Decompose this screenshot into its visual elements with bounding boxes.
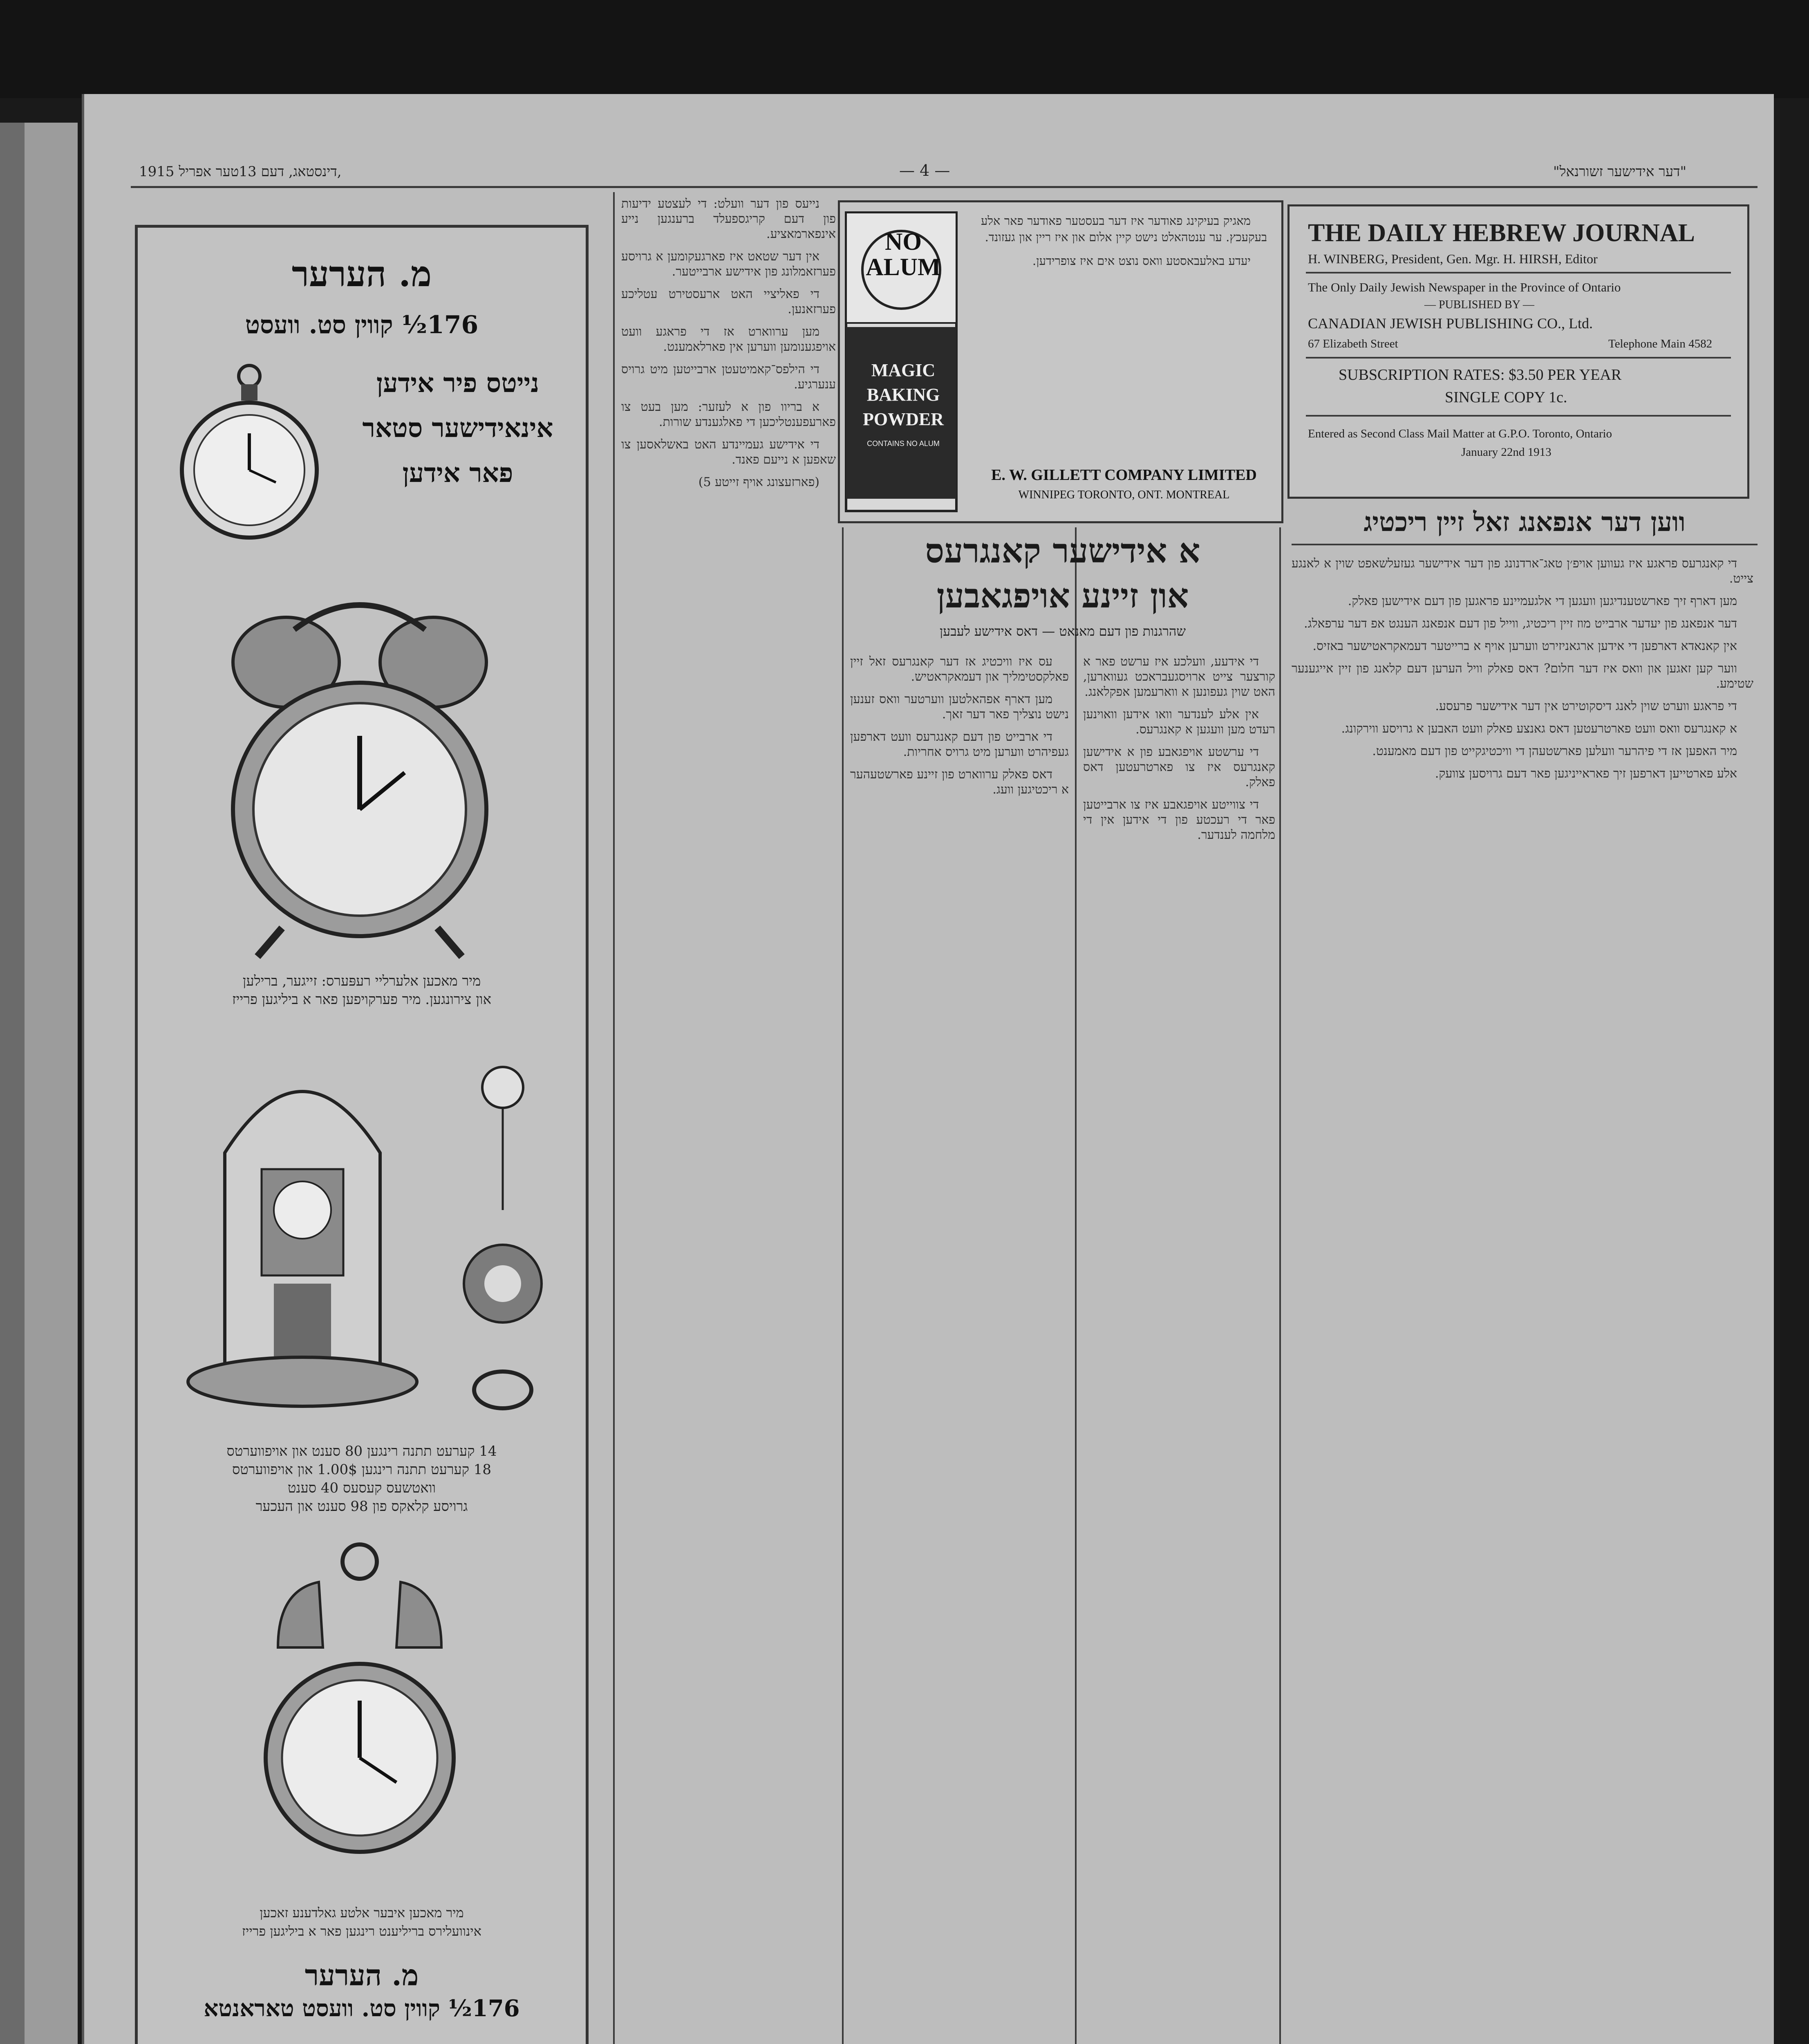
can-baking: BAKING — [866, 385, 940, 405]
editorial-paragraph: מיר האפען אז די פיהרער וועלען פארשטעהן די וויכטיגקייט פון דעם מאמענט. — [1372, 744, 1737, 758]
previous-page-shadow — [0, 123, 25, 2044]
masthead-published-by: — PUBLISHED BY — — [1424, 298, 1534, 311]
masthead-rule — [1306, 272, 1731, 273]
editorial-paragraph: א קאנגרעס וואס וועט פארטרעטען דאס גאנצע פאלק וועט האבען א גרויסע ווירקונג. — [1341, 722, 1737, 736]
masthead-single-copy: SINGLE COPY 1c. — [1445, 389, 1567, 406]
jewelry-address-bottom: 176½ קווין סט. וועסט טאראנטא — [204, 1995, 520, 2022]
baking-powder-cities: WINNIPEG TORONTO, ONT. MONTREAL — [1018, 489, 1230, 501]
editorial-body — [1292, 556, 1753, 2044]
jewelry-prices-1: 14 קערעט תתנה רינגען 80 סענט און אויפווערטס — [226, 1443, 497, 1459]
header-paper-name: "דער אידישער זשורנאל" — [1553, 164, 1687, 180]
jewelry-offer-4: אינוועלירס בריליענט רינגען פאר א ביליגען פרייז — [242, 1923, 481, 1939]
can-contains-no-alum: CONTAINS NO ALUM — [867, 439, 940, 448]
editorial-paragraph: דער אנפאנג פון יעדער ארבייט מוז זיין ריכטיג, ווייל פון דעם אנפאנג הענגט אפ דער ערפאלג. — [1304, 616, 1737, 631]
scanner-background — [0, 0, 1809, 98]
column-rule-3 — [842, 527, 844, 2044]
bells-clock-icon — [262, 1537, 458, 1889]
congress-paragraph: אין אלע לענדער וואו אידען וואוינען רעדט מען וועגען א קאנגרעס. — [1083, 707, 1275, 737]
masthead-subscription: SUBSCRIPTION RATES: $3.50 PER YEAR — [1339, 366, 1622, 383]
page-number: — 4 — — [899, 161, 950, 179]
masthead-rule-2 — [1306, 357, 1731, 359]
congress-subhead: שהרגנות פון דעם מאנאט — דאס אידישע לעבען — [939, 623, 1186, 639]
can-powder: POWDER — [863, 409, 944, 429]
jewelry-prices-4: גרויסע קלאקס פון 98 סענט און העכער — [255, 1498, 468, 1515]
jewelry-pieces-icon — [462, 1055, 544, 1423]
editorial-paragraph: אלע פארטייען דארפען זיך פאראייניגען פאר דעם גרויסען צוועק. — [1435, 766, 1737, 781]
masthead-entered: Entered as Second Class Mail Matter at G.P.O. Toronto, Ontario — [1308, 427, 1612, 440]
jewelry-slogan-2: אינאידישער סטאר — [362, 413, 553, 444]
congress-paragraph: די ארבייט פון דעם קאנגרעס וועט דארפען געפיהרט ווערען מיט גרויס אחריות. — [850, 730, 1069, 759]
jewelry-prices-3: וואטשעס קעסעס 40 סענט — [287, 1480, 436, 1496]
jewelry-store-name: מ. הערער — [291, 253, 432, 295]
news-paragraph: די אידישע געמיינדע האט באשלאסען צו שאפען א נייעם פאנד. — [621, 437, 836, 467]
jewelry-slogan-1: נייטס פיר אידען — [376, 368, 540, 399]
editorial-paragraph: מען דארף זיך פארשטענדיגען וועגען די אלגעמיינע פראגען פון דעם אידישען פאלק. — [1348, 594, 1737, 608]
congress-headline: א אידישער קאנגרעס — [925, 531, 1200, 571]
news-paragraph: נייעס פון דער וועלט: די לעצטע ידיעות פון דעם קריגספעלד ברענגען נייע אינפארמאציע. — [621, 197, 836, 241]
news-column — [621, 196, 836, 2044]
news-paragraph: די פאליציי האט ארעסטירט עטליכע פערזאנען. — [621, 287, 836, 316]
editorial-paragraph: די קאנגרעס פראגע איז געווען אויפ׳ן טאג־ארדנונג פון דער אידישער געזעלשאפט שוין א לאנגע צייט. — [1292, 556, 1753, 586]
jewelry-address-top: 176½ קווין סט. וועסט — [245, 311, 479, 339]
news-paragraph: די הילפס־קאמיטעטן ארבייטען מיט גרויס ענערגיע. — [621, 362, 836, 392]
news-paragraph: א בריוו פון א לעזער: מען בעט צו פארעפענטליכען די פאלגענדע שורות. — [621, 400, 836, 429]
news-paragraph: אין דער שטאט איז פארגעקומען א גרויסע פערזאמלונג פון אידישע ארבייטער. — [621, 249, 836, 279]
header-rule — [131, 186, 1758, 188]
congress-body-right — [1083, 654, 1275, 2044]
news-paragraph: (פארזעצונג אויף זייטע 5) — [698, 475, 819, 489]
masthead-entered-date: January 22nd 1913 — [1461, 446, 1552, 459]
editorial-rule — [1292, 544, 1758, 545]
column-rule-4 — [613, 192, 615, 2044]
congress-paragraph: די ערשטע אויפגאבע פון א אידישען קאנגרעס איז צו פארטרעטען דאס פאלק. — [1083, 745, 1275, 789]
editorial-paragraph: ווער קען זאגען און וואס איז דער חלום? דאס פאלק וויל הערען דעם קלאנג פון זיין אייגענער שטימע. — [1292, 661, 1753, 691]
header-date: 1915 דינסטאג, דעם 13טער אפריל, — [139, 164, 342, 180]
masthead-title: THE DAILY HEBREW JOURNAL — [1308, 219, 1695, 247]
news-paragraph: מען ערווארט אז די פראגע וועט אויפגענומען ווערען אין פארלאמענט. — [621, 325, 836, 354]
alarm-clock-icon — [213, 580, 507, 961]
can-magic: MAGIC — [871, 360, 936, 380]
congress-headline-2: און זיינע אויפגאבען — [936, 576, 1189, 616]
masthead-rule-3 — [1306, 415, 1731, 417]
can-no-alum: NO ALUM — [866, 228, 941, 280]
column-rule-2 — [1075, 527, 1077, 2044]
masthead-address: 67 Elizabeth Street — [1308, 337, 1398, 350]
baking-powder-company: E. W. GILLETT COMPANY LIMITED — [991, 466, 1257, 484]
masthead-telephone: Telephone Main 4582 — [1608, 337, 1713, 350]
jewelry-offer-1: מיר מאכען אלערליי רעפּערס: זייגער, ברילען — [242, 973, 481, 989]
congress-paragraph: דאס פאלק ערווארט פון זיינע פארשטעהער א ריכטיגען וועג. — [850, 767, 1069, 797]
jewelry-offer-3: מיר מאכען איבער אלטע גאלדענע זאכען — [260, 1905, 464, 1921]
masthead-tagline: The Only Daily Jewish Newspaper in the Province of Ontario — [1308, 280, 1621, 294]
baking-powder-ad-text: מאגיק בעיקינג פאודער איז דער בעסטער פאודער פאר אלע בעקעכץ. ער ענטהאלט נישט קיין אלום און איז ריין און געזונד. יעדע באלעבאסטע וואס נוצט אים איז צופרידען. — [981, 214, 1267, 268]
congress-paragraph: עס איז וויכטיג אז דער קאנגרעס זאל זיין פאלקסטימליך און דעמאקראטיש. — [850, 654, 1069, 684]
congress-paragraph: די אידעע, וועלכע איז ערשט פאר א קורצער צייט ארויסגעבראכט געווארען, האט שוין געפונען א ווארעמען אפקלאנג. — [1083, 654, 1275, 699]
masthead-staff: H. WINBERG, President, Gen. Mgr. H. HIRSH, Editor — [1308, 251, 1598, 266]
editorial-headline: ווען דער אנפאנג זאל זיין ריכטיג — [1363, 507, 1686, 538]
dome-clock-icon — [172, 1047, 433, 1414]
congress-paragraph: די צווייטע אויפגאבע איז צו ארבייטען פאר די רעכטע פון די אידען אין די מלחמה לענדער. — [1083, 798, 1275, 842]
masthead — [1287, 204, 1749, 499]
editorial-paragraph: די פראגע ווערט שוין לאנג דיסקוטירט אין דער אידישער פרעסע. — [1435, 699, 1737, 713]
jewelry-offer-2: און צירונגען. מיר פערקויפען פאר א ביליגען פרייז — [232, 991, 491, 1008]
pocket-watch-icon — [176, 360, 323, 548]
column-rule-1 — [1279, 527, 1281, 2044]
jewelry-store-name-bottom: מ. הערער — [304, 1958, 419, 1992]
jewelry-slogan-3: פאר אידען — [402, 458, 513, 489]
jewelry-prices-2: 18 קערעט תתנה רינגען 1.00$ און אויפווערטס — [232, 1461, 492, 1478]
congress-paragraph: מען דארף אפהאלטען ווערטער וואס זענען נישט נוצליך פאר דער זאך. — [850, 692, 1069, 722]
congress-body-left — [850, 654, 1069, 2044]
masthead-publisher: CANADIAN JEWISH PUBLISHING CO., Ltd. — [1308, 315, 1593, 332]
editorial-paragraph: אין קאנאדא דארפען די אידען ארגאניזירט ווערען אויף א ברייטער דעמאקראטישער באזיס. — [1312, 639, 1737, 653]
